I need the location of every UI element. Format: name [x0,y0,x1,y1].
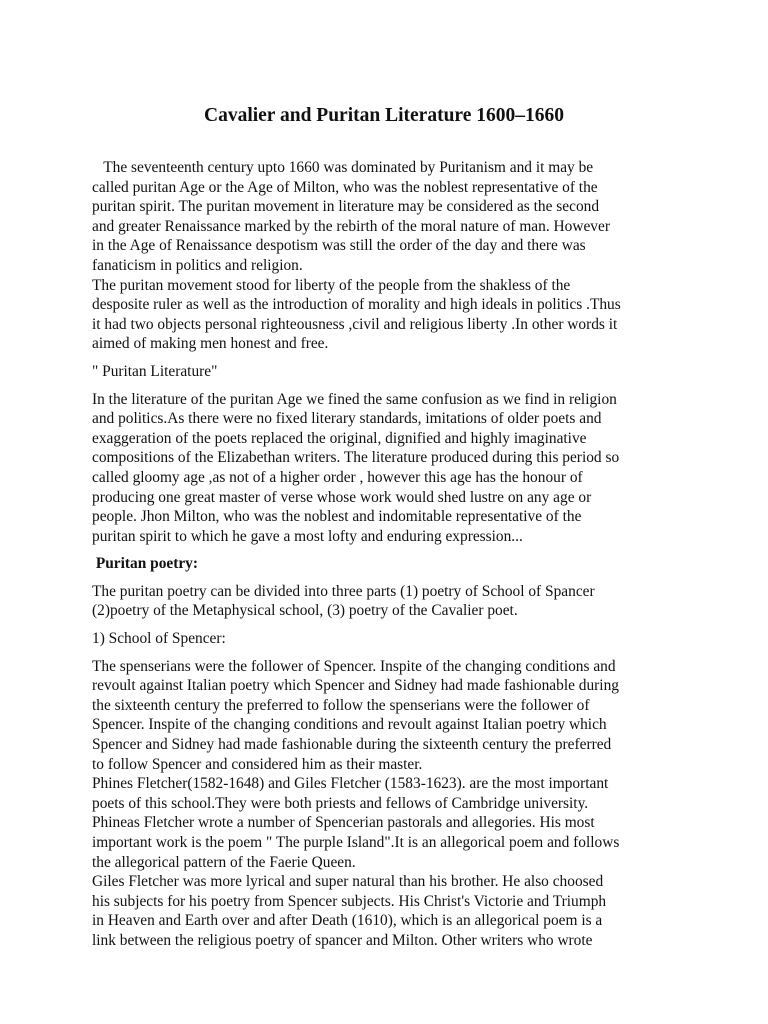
text-line: Spencer. Inspite of the changing conditions and revoult against Italian poetry which [92,716,607,734]
text-line: called gloomy age ,as not of a higher order , however this age has the honour of [92,468,583,486]
text-line: it had two objects personal righteousness ,civil and religious liberty .In other words it [92,315,618,333]
text-line: desposite ruler as well as the introduction of morality and high ideals in politics .Thus [92,296,621,314]
spenserians-paragraph [92,657,722,775]
fletchers-paragraph [92,774,722,872]
text-line: Spencer and Sidney had made fashionable during the sixteenth century the preferred [92,736,612,754]
text-line: puritan spirit to which he gave a most lofty and enduring expression... [92,527,523,545]
text-line: In the literature of the puritan Age we fined the same confusion as we find in religion [92,390,617,408]
text-line: important work is the poem " The purple Island".It is an allegorical poem and follows [92,834,620,851]
heading-school-of-spencer: 1) School of Spencer: [92,630,226,648]
text-line: compositions of the Elizabethan writers. The literature produced during this period so [92,449,620,467]
text-line: The puritan movement stood for liberty of the people from the shakless of the [92,276,571,294]
liberty-paragraph [92,276,722,354]
text-line: people. Jhon Milton, who was the noblest and indomitable representative of the [92,508,582,526]
text-line: Giles Fletcher was more lyrical and super natural than his brother. He also choosed [92,873,604,891]
text-line: poets of this school.They were both priests and fellows of Cambridge university. [92,794,589,812]
text-line: fanaticism in politics and religion. [92,256,303,274]
document-title: Cavalier and Puritan Literature 1600–1660 [203,105,564,126]
text-line: to follow Spencer and considered him as their master. [92,755,423,773]
heading-puritan-poetry: Puritan poetry: [92,555,199,573]
text-line: (2)poetry of the Metaphysical school, (3) poetry of the Cavalier poet. [92,602,518,620]
text-line: exaggeration of the poets replaced the original, dignified and highly imaginative [92,429,587,447]
text-line: The spenserians were the follower of Spencer. Inspite of the changing conditions and [92,657,616,675]
document-body [92,158,722,951]
text-line: the sixteenth century the preferred to follow the spenserians were the follower of [92,696,590,714]
text-line: link between the religious poetry of spancer and Milton. Other writers who wrote [92,931,593,949]
text-line: his subjects for his poetry from Spencer subjects. His Christ's Victorie and Triumph [92,892,607,910]
text-line: in Heaven and Earth over and after Death (1610), which is an allegorical poem is a [92,912,603,930]
text-line: puritan spirit. The puritan movement in literature may be considered as the second [92,198,600,216]
intro-paragraph [92,158,722,276]
text-line: revoult against Italian poetry which Spencer and Sidney had made fashionable during [92,677,619,695]
heading-puritan-literature: " Puritan Literature" [92,362,218,380]
puritan-literature-paragraph [92,390,722,547]
text-line: and politics.As there were no fixed literary standards, imitations of older poets and [92,410,602,428]
text-line: called puritan Age or the Age of Milton, who was the noblest representative of the [92,178,598,196]
text-line: in the Age of Renaissance despotism was still the order of the day and there was [92,237,586,255]
giles-paragraph [92,872,722,950]
text-line: The puritan poetry can be divided into three parts (1) poetry of School of Spancer [92,582,595,600]
text-line: the allegorical pattern of the Faerie Queen. [92,853,356,871]
text-line: producing one great master of verse whose work would shed lustre on any age or [92,488,592,506]
puritan-poetry-paragraph [92,582,722,621]
text-line: aimed of making men honest and free. [92,335,329,353]
text-line: Phines Fletcher(1582-1648) and Giles Fletcher (1583-1623). are the most important [92,775,609,793]
text-line: Phineas Fletcher wrote a number of Spencerian pastorals and allegories. His most [92,814,595,832]
text-line: and greater Renaissance marked by the rebirth of the moral nature of man. However [92,217,610,235]
text-line: The seventeenth century upto 1660 was dominated by Puritanism and it may be [92,159,594,176]
